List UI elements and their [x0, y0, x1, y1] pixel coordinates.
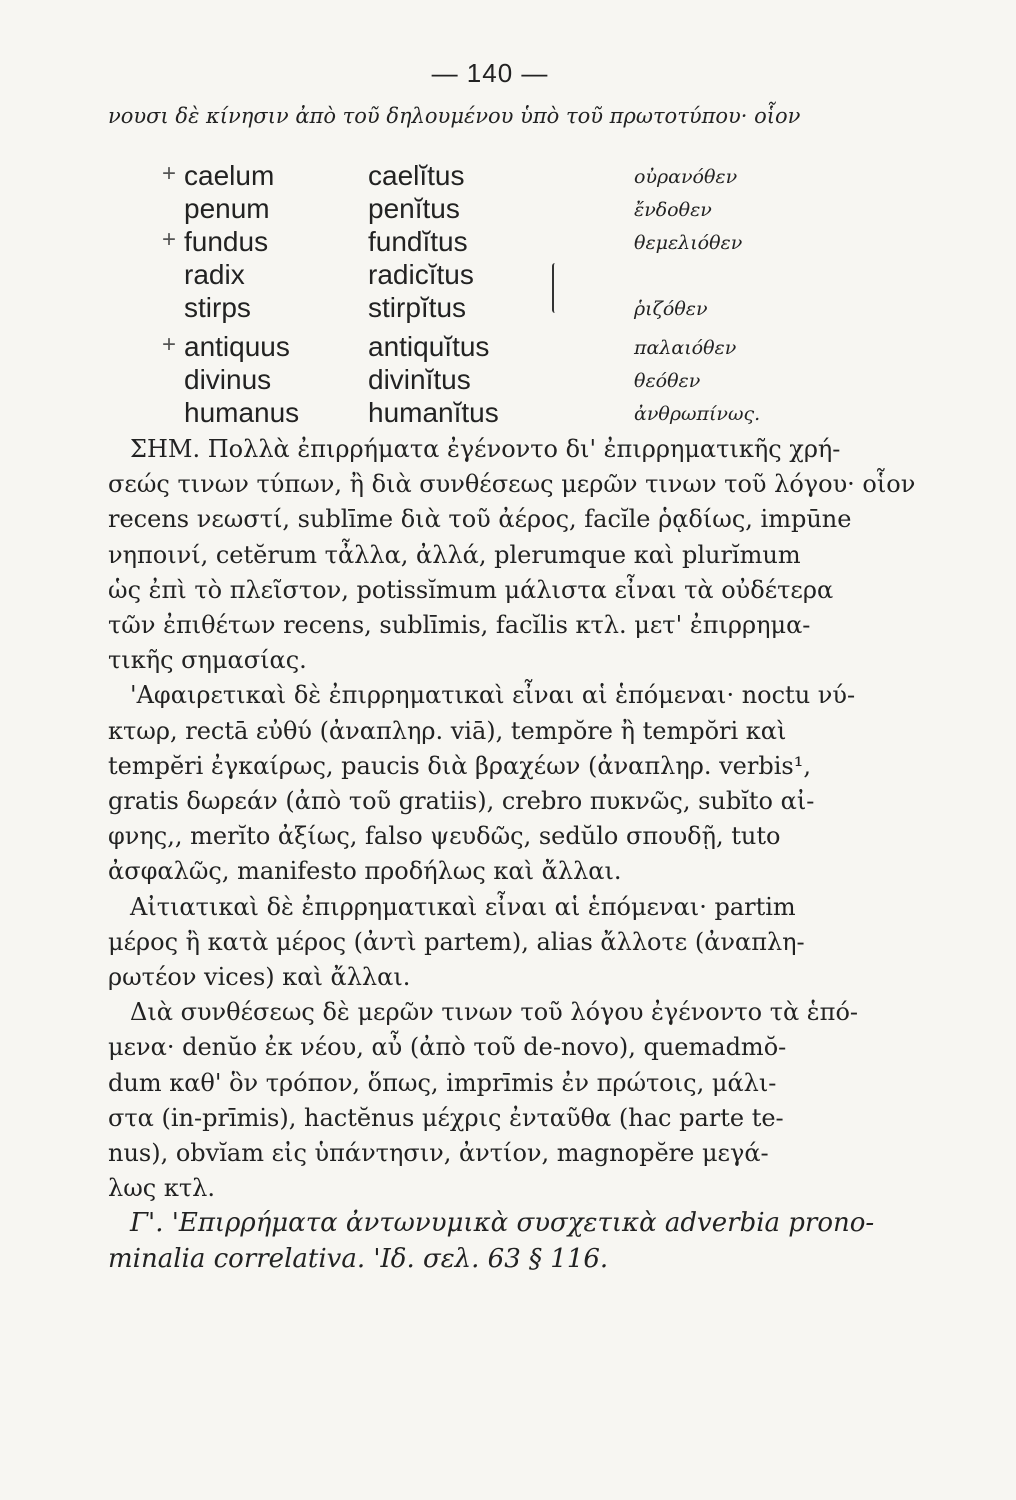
- text-line: Αἰτιατικαὶ δὲ ἐπιρρηματικαὶ εἶναι αἱ ἑπόμεναι· partim: [130, 892, 796, 921]
- noun-cell: divinus: [184, 364, 272, 395]
- noun-cell: radix: [184, 259, 245, 290]
- paragraph-accusative: [108, 890, 888, 996]
- noun-cell: penum: [184, 193, 270, 224]
- paragraph-note: [108, 432, 916, 678]
- greek-cell: ἀνθρωπίνως.: [634, 403, 761, 425]
- paragraph-section-gamma: [108, 1206, 888, 1276]
- table-row: [184, 364, 824, 397]
- text-line: tempĕri ἐγκαίρως, paucis διὰ βραχέων (ἀναπληρ. verbis¹,: [108, 751, 811, 780]
- adverb-cell: antiquĭtus: [368, 331, 490, 362]
- text-line: μενα· denŭo ἐκ νέου, αὖ (ἀπὸ τοῦ de-novo), quemadmŏ-: [108, 1033, 787, 1062]
- table-row: [162, 331, 824, 364]
- page-number: — 140 —: [431, 58, 549, 88]
- adverb-table: [162, 160, 824, 430]
- text-line: κτωρ, rectā εὐθύ (ἀναπληρ. viā), tempŏre ἢ tempŏri καὶ: [108, 716, 787, 745]
- text-line: dum καθ' ὃν τρόπον, ὅπως, imprīmis ἐν πρώτοις, μάλι-: [108, 1068, 777, 1097]
- table-row: [184, 259, 824, 292]
- noun-cell: antiquus: [184, 331, 290, 362]
- text-line: τῶν ἐπιθέτων recens, sublīmis, facĭlis κτλ. μετ' ἐπιρρημα-: [108, 611, 811, 640]
- margin-mark: +: [162, 331, 177, 358]
- text-line: Γ'. 'Επιρρήματα ἀντωνυμικὰ συσχετικὰ adverbia prono-: [130, 1208, 875, 1239]
- greek-cell: ῥιζόθεν: [634, 298, 708, 320]
- text-line: ἀσφαλῶς, manifesto προδήλως καὶ ἄλλαι.: [108, 857, 622, 886]
- noun-cell: stirps: [184, 292, 251, 323]
- margin-mark: +: [162, 160, 177, 187]
- text-line: ὡς ἐπὶ τὸ πλεῖστον, potissĭmum μάλιστα εἶναι τὰ οὐδέτερα: [108, 575, 834, 604]
- noun-cell: fundus: [184, 226, 269, 257]
- noun-cell: humanus: [184, 397, 300, 428]
- text-line: σεώς τινων τύπων, ἢ διὰ συνθέσεως μερῶν τινων τοῦ λόγου· οἷον: [108, 470, 916, 499]
- adverb-cell: stirpĭtus: [368, 292, 467, 323]
- paragraph-compound: [108, 995, 888, 1206]
- text-line: minalia correlativa. 'Ιδ. σελ. 63 § 116.: [108, 1243, 609, 1274]
- text-line: Διὰ συνθέσεως δὲ μερῶν τινων τοῦ λόγου ἐγένοντο τὰ ἑπό-: [130, 998, 859, 1027]
- text-line: νηποινί, cetĕrum τἆλλα, ἀλλά, plerumque καὶ plurĭmum: [108, 540, 801, 569]
- text-line: nus), obvĭam εἰς ὑπάντησιν, ἀντίον, magnopĕre μεγά-: [108, 1139, 769, 1168]
- margin-mark: +: [162, 226, 177, 253]
- text-line: στα (in-prīmis), hactĕnus μέχρις ἐνταῦθα (hac parte te-: [108, 1103, 784, 1132]
- greek-cell: θεμελιόθεν: [634, 232, 743, 254]
- text-line: 'Αφαιρετικαὶ δὲ ἐπιρρηματικαὶ εἶναι αἱ ἑπόμεναι· noctu νύ-: [130, 681, 856, 710]
- adverb-cell: caelĭtus: [368, 160, 465, 191]
- text-line: ρωτέον vices) καὶ ἄλλαι.: [108, 963, 411, 992]
- text-line: ΣΗΜ. Πολλὰ ἐπιρρήματα ἐγένοντο δι' ἐπιρρηματικῆς χρή-: [130, 435, 841, 463]
- text-line: λως κτλ.: [108, 1174, 215, 1203]
- table-row: [162, 160, 824, 193]
- intro-line: νουσι δὲ κίνησιν ἀπὸ τοῦ δηλουμένου ὑπὸ τοῦ πρωτοτύπου· οἷον: [108, 104, 801, 128]
- adverb-cell: penĭtus: [368, 193, 460, 224]
- greek-cell: ἔνδοθεν: [634, 199, 712, 221]
- text-line: μέρος ἢ κατὰ μέρος (ἀντὶ partem), alias ἄλλοτε (ἀναπλη-: [108, 927, 805, 956]
- greek-cell: παλαιόθεν: [634, 337, 737, 359]
- table-row: [184, 193, 824, 226]
- adverb-cell: humanĭtus: [368, 397, 499, 428]
- text-line: gratis δωρεάν (ἀπὸ τοῦ gratiis), crebro πυκνῶς, subĭto αἰ-: [108, 787, 815, 816]
- noun-cell: caelum: [184, 160, 275, 191]
- body-text: [108, 432, 916, 1277]
- text-line: τικῆς σημασίας.: [108, 646, 307, 675]
- greek-cell: θεόθεν: [634, 370, 701, 392]
- adverb-cell: fundĭtus: [368, 226, 468, 257]
- adverb-cell: radicĭtus: [368, 259, 474, 290]
- table-row: [184, 292, 824, 325]
- adverb-cell: divinĭtus: [368, 364, 471, 395]
- text-line: φνης,, merĭto ἀξίως, falso ψευδῶς, sedŭlo σπουδῇ, tuto: [108, 822, 781, 851]
- table-row: [184, 397, 824, 430]
- table-row: [162, 226, 824, 259]
- paragraph-ablative: [108, 678, 888, 889]
- text-line: recens νεωστί, sublīme διὰ τοῦ ἀέρος, facĭle ῥᾳδίως, impūne: [108, 505, 852, 534]
- greek-cell: οὐρανόθεν: [634, 166, 738, 188]
